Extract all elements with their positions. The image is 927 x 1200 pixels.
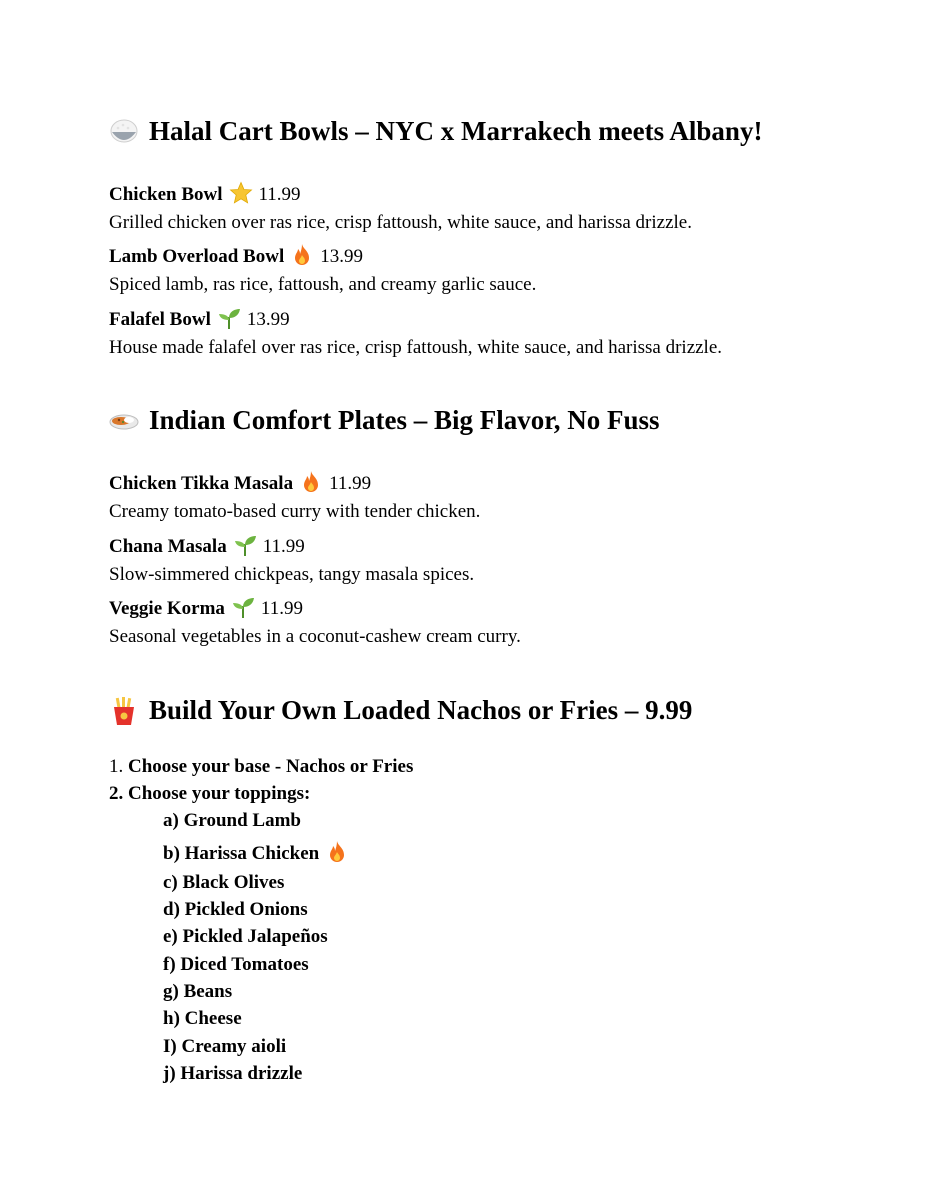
item-price: 11.99	[329, 473, 372, 494]
item-description: Creamy tomato-based curry with tender chicken.	[109, 501, 481, 522]
topping-item: a) Ground Lamb	[163, 810, 301, 831]
fries-icon	[109, 696, 139, 726]
topping-label: b) Harissa Chicken	[163, 843, 320, 864]
item-description: Seasonal vegetables in a coconut-cashew cream curry.	[109, 626, 521, 647]
curry-rice-icon	[109, 406, 139, 436]
item-price: 11.99	[262, 536, 305, 557]
section-title-text: Indian Comfort Plates – Big Flavor, No Fuss	[149, 405, 660, 435]
step-number: 2.	[109, 783, 124, 804]
menu-item-veggie-korma	[109, 595, 303, 620]
item-price: 11.99	[258, 184, 301, 205]
topping-item: I) Creamy aioli	[163, 1036, 287, 1057]
section-title-indian-comfort-plates	[109, 405, 660, 436]
topping-item: j) Harissa drizzle	[163, 1063, 303, 1084]
item-description: House made falafel over ras rice, crisp fattoush, white sauce, and harissa drizzle.	[109, 337, 723, 358]
item-description: Slow-simmered chickpeas, tangy masala spices.	[109, 564, 475, 585]
step-text: Choose your base - Nachos or Fries	[128, 756, 414, 777]
menu-item-chana-masala	[109, 533, 305, 558]
section-title-halal-cart-bowls	[109, 116, 762, 147]
section-title-build-your-own	[109, 695, 692, 726]
seedling-icon	[233, 533, 257, 557]
menu-item-chicken-bowl	[109, 181, 301, 206]
step-number: 1.	[109, 756, 124, 777]
topping-item: g) Beans	[163, 981, 233, 1002]
section-title-text: Halal Cart Bowls – NYC x Marrakech meets Albany!	[149, 116, 763, 146]
topping-item: d) Pickled Onions	[163, 899, 308, 920]
step-choose-base	[109, 756, 413, 778]
item-name: Chana Masala	[109, 536, 227, 557]
menu-item-chicken-tikka-masala	[109, 470, 371, 495]
item-name: Falafel Bowl	[109, 309, 211, 330]
fire-icon	[299, 470, 323, 494]
item-price: 11.99	[260, 598, 303, 619]
item-price: 13.99	[320, 246, 363, 267]
topping-item: e) Pickled Jalapeños	[163, 926, 328, 947]
item-description: Spiced lamb, ras rice, fattoush, and creamy garlic sauce.	[109, 274, 537, 295]
item-price: 13.99	[246, 309, 290, 330]
topping-item	[163, 840, 355, 865]
seedling-icon	[217, 306, 241, 330]
item-name: Veggie Korma	[109, 598, 225, 619]
rice-bowl-icon	[109, 117, 139, 147]
topping-item: h) Cheese	[163, 1008, 242, 1029]
topping-item: c) Black Olives	[163, 872, 285, 893]
item-description: Grilled chicken over ras rice, crisp fattoush, white sauce, and harissa drizzle.	[109, 212, 692, 233]
item-name: Lamb Overload Bowl	[109, 246, 285, 267]
fire-icon	[290, 243, 314, 267]
menu-item-lamb-overload-bowl	[109, 243, 363, 268]
item-name: Chicken Tikka Masala	[109, 473, 294, 494]
step-text: Choose your toppings:	[128, 783, 311, 804]
menu-item-falafel-bowl	[109, 306, 290, 331]
item-name: Chicken Bowl	[109, 184, 223, 205]
step-choose-toppings	[109, 783, 310, 805]
fire-icon	[325, 840, 349, 864]
topping-item: f) Diced Tomatoes	[163, 954, 309, 975]
section-title-text: Build Your Own Loaded Nachos or Fries – 9.99	[149, 695, 693, 725]
star-icon	[229, 181, 253, 205]
seedling-icon	[231, 595, 255, 619]
